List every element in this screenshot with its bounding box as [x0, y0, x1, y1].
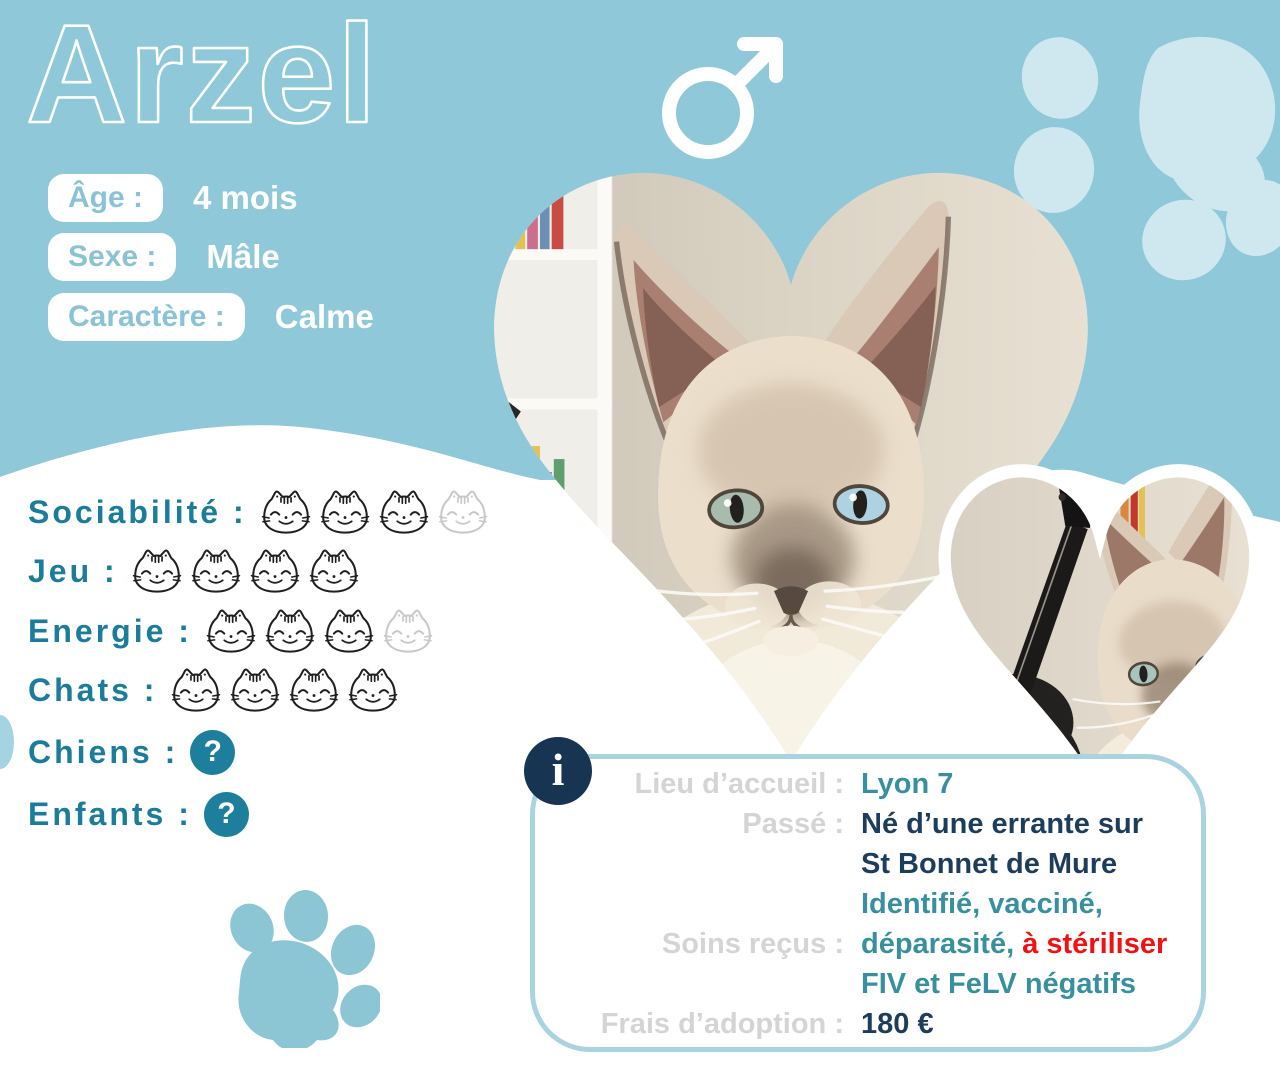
field-row-character — [48, 291, 374, 343]
cat-face-icon — [377, 489, 431, 536]
rating-row-sociability — [28, 486, 490, 538]
age-value: 4 mois — [193, 179, 298, 216]
info-content — [536, 760, 1200, 1044]
cat-face-icon — [204, 608, 258, 655]
field-row-age — [48, 172, 298, 224]
info-row-location — [536, 764, 1200, 804]
cat-face-icon — [322, 608, 376, 655]
info-value: 180 € — [861, 1008, 934, 1040]
character-value: Calme — [274, 298, 374, 335]
cat-face-icon — [248, 548, 302, 595]
cat-face-icon — [130, 548, 184, 595]
rating-row-cats — [28, 664, 400, 716]
sex-value: Mâle — [206, 238, 280, 275]
info-value: St Bonnet de Mure — [861, 848, 1118, 880]
rating-label: Jeu : — [28, 552, 118, 589]
cat-face-icon — [381, 608, 435, 655]
paw-print-icon-bottom — [205, 888, 380, 1048]
info-value: Né d’une errante sur — [861, 808, 1144, 840]
info-value: déparasité, — [861, 928, 1023, 960]
cat-face-icon — [259, 489, 313, 536]
info-value-alert: à stériliser — [1022, 928, 1168, 960]
pet-name-text: Arzel — [26, 0, 379, 152]
cat-face-icon — [263, 608, 317, 655]
cat-face-icon — [189, 548, 243, 595]
rating-icons — [130, 548, 361, 595]
rating-label: Chiens : — [28, 733, 179, 770]
rating-row-children — [28, 788, 249, 840]
age-label-pill: Âge : — [48, 174, 163, 222]
rating-label: Energie : — [28, 612, 192, 649]
info-value: FIV et FeLV négatifs — [861, 968, 1137, 1000]
cat-face-icon — [436, 489, 490, 536]
sex-label-pill: Sexe : — [48, 233, 176, 281]
info-row-care — [536, 884, 1200, 1004]
info-icon: i — [524, 737, 592, 805]
rating-label: Enfants : — [28, 795, 192, 832]
rating-icons — [204, 792, 249, 837]
cat-face-icon — [228, 667, 282, 714]
rating-row-play — [28, 545, 361, 597]
info-value: Lyon 7 — [861, 768, 954, 800]
cat-face-icon — [287, 667, 341, 714]
rating-row-energy — [28, 605, 435, 657]
unknown-question-icon: ? — [204, 792, 249, 837]
field-row-sex — [48, 231, 280, 283]
info-label: Lieu d’accueil : — [634, 768, 844, 800]
info-row-history — [536, 804, 1200, 884]
rating-icons — [204, 608, 435, 655]
info-label: Soins reçus : — [661, 928, 844, 960]
cat-face-icon — [169, 667, 223, 714]
rating-label: Chats : — [28, 671, 158, 708]
character-label-pill: Caractère : — [48, 293, 245, 341]
rating-label: Sociabilité : — [28, 493, 247, 530]
cat-face-icon — [318, 489, 372, 536]
rating-icons — [169, 667, 400, 714]
rating-icons — [190, 730, 235, 775]
rating-icons — [259, 489, 490, 536]
rating-row-dogs — [28, 726, 235, 778]
cat-face-icon — [307, 548, 361, 595]
pet-name-title — [20, 0, 460, 152]
unknown-question-icon: ? — [190, 730, 235, 775]
info-label: Passé : — [742, 808, 844, 840]
info-row-fee — [536, 1004, 1200, 1044]
cat-face-icon — [346, 667, 400, 714]
info-value: Identifié, vacciné, — [861, 888, 1103, 920]
info-label: Frais d’adoption : — [600, 1008, 844, 1040]
